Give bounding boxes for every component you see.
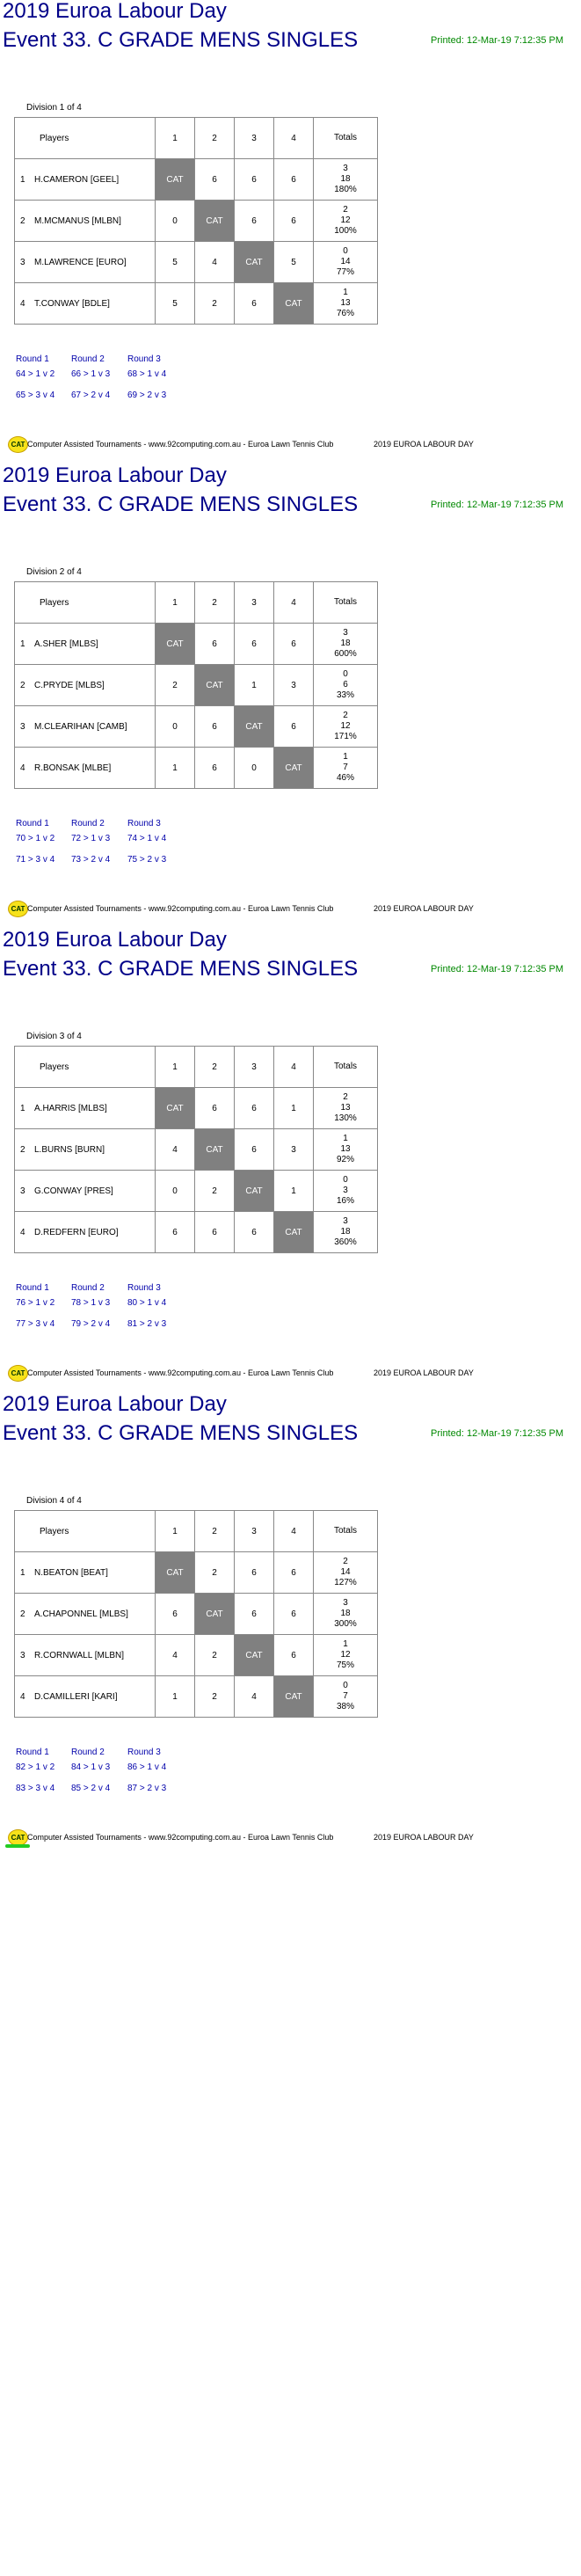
score-cell: 6: [195, 1088, 235, 1129]
cat-logo-icon: CAT: [8, 436, 28, 453]
grade-title: Event 33. C GRADE MENS SINGLES: [3, 1421, 359, 1445]
column-header: 2: [195, 582, 235, 624]
totals-value: 12: [340, 1650, 351, 1660]
player-name: M.CLEARIHAN [CAMB]: [34, 721, 127, 732]
totals-header: Totals: [314, 1511, 378, 1552]
totals-value: 38%: [336, 1702, 354, 1711]
division-page: [0, 464, 581, 929]
round-label: Round 3: [127, 1283, 161, 1293]
player-row: [15, 242, 378, 283]
printed-timestamp: Printed: 12-Mar-19 7:12:35 PM: [431, 1428, 564, 1439]
player-number: 1: [20, 639, 25, 649]
score-cell: 2: [195, 1552, 235, 1594]
self-cell: CAT: [156, 1088, 195, 1129]
score-cell: 6: [274, 706, 314, 748]
player-cell: [15, 1635, 156, 1676]
player-cell: [15, 1552, 156, 1594]
column-header: 3: [235, 582, 274, 624]
player-number: 3: [20, 1650, 25, 1660]
self-cell: CAT: [156, 159, 195, 201]
totals-value: 3: [343, 164, 348, 173]
score-cell: 4: [156, 1635, 195, 1676]
totals-value: 13: [340, 1103, 351, 1113]
results-grid: [14, 1046, 378, 1253]
round-label: Round 3: [127, 819, 161, 828]
score-cell: 6: [274, 201, 314, 242]
score-cell: 2: [195, 1635, 235, 1676]
totals-value: 100%: [334, 226, 357, 236]
score-cell: 1: [156, 1676, 195, 1718]
totals-value: 300%: [334, 1619, 357, 1629]
totals-value: 0: [343, 669, 348, 679]
self-cell: CAT: [235, 1635, 274, 1676]
score-cell: 6: [235, 159, 274, 201]
player-number: 1: [20, 1103, 25, 1113]
score-cell: 6: [195, 1212, 235, 1253]
self-cell: CAT: [274, 1212, 314, 1253]
round-match: 72 > 1 v 3: [71, 834, 111, 843]
score-cell: 0: [156, 201, 195, 242]
grid-header-row: [15, 1511, 378, 1552]
round-match: 66 > 1 v 3: [71, 369, 111, 379]
player-number: 1: [20, 174, 25, 185]
footer-credit: Computer Assisted Tournaments - www.92computing.com.au - Euroa Lawn Tennis Club: [27, 904, 334, 913]
player-row: [15, 1088, 378, 1129]
player-row: [15, 159, 378, 201]
player-name: A.CHAPONNEL [MLBS]: [34, 1609, 128, 1619]
score-cell: 1: [235, 665, 274, 706]
totals-value: 92%: [336, 1155, 354, 1164]
totals-value: 360%: [334, 1237, 357, 1247]
self-cell: CAT: [156, 1552, 195, 1594]
totals-cell: [314, 1552, 378, 1594]
score-cell: 0: [235, 748, 274, 789]
score-cell: 6: [195, 748, 235, 789]
players-header: Players: [15, 1511, 156, 1552]
player-cell: [15, 1212, 156, 1253]
grid-header-row: [15, 118, 378, 159]
round-label: Round 1: [16, 1283, 49, 1293]
score-cell: 5: [274, 242, 314, 283]
player-cell: [15, 624, 156, 665]
round-match: 76 > 1 v 2: [16, 1298, 55, 1308]
player-cell: [15, 242, 156, 283]
score-cell: 6: [156, 1212, 195, 1253]
player-row: [15, 1212, 378, 1253]
division-label: Division 4 of 4: [26, 1496, 82, 1506]
round-match: 87 > 2 v 3: [127, 1784, 167, 1793]
player-cell: [15, 748, 156, 789]
column-header: 4: [274, 582, 314, 624]
round-match: 81 > 2 v 3: [127, 1319, 167, 1329]
round-match: 85 > 2 v 4: [71, 1784, 111, 1793]
round-label: Round 1: [16, 1748, 49, 1757]
score-cell: 6: [274, 624, 314, 665]
player-cell: [15, 201, 156, 242]
player-name: A.HARRIS [MLBS]: [34, 1103, 107, 1113]
score-cell: 4: [235, 1676, 274, 1718]
page-footer: [0, 1829, 581, 1850]
totals-header: Totals: [314, 118, 378, 159]
totals-cell: [314, 201, 378, 242]
player-cell: [15, 665, 156, 706]
player-cell: [15, 283, 156, 325]
self-cell: CAT: [156, 624, 195, 665]
column-header: 3: [235, 1511, 274, 1552]
column-header: 1: [156, 1511, 195, 1552]
totals-value: 33%: [336, 690, 354, 700]
totals-value: 14: [340, 1567, 351, 1577]
player-number: 3: [20, 721, 25, 732]
totals-value: 171%: [334, 732, 357, 741]
player-number: 4: [20, 298, 25, 309]
players-header: Players: [15, 118, 156, 159]
player-row: [15, 706, 378, 748]
round-label: Round 1: [16, 819, 49, 828]
footer-event-name: 2019 EUROA LABOUR DAY: [374, 1833, 474, 1842]
player-row: [15, 1676, 378, 1718]
player-name: D.CAMILLERI [KARI]: [34, 1691, 118, 1702]
printed-timestamp: Printed: 12-Mar-19 7:12:35 PM: [431, 35, 564, 46]
score-cell: 6: [274, 1552, 314, 1594]
score-cell: 6: [195, 706, 235, 748]
player-row: [15, 1635, 378, 1676]
totals-cell: [314, 242, 378, 283]
player-row: [15, 201, 378, 242]
column-header: 2: [195, 1047, 235, 1088]
totals-value: 6: [343, 680, 348, 690]
score-cell: 2: [195, 1676, 235, 1718]
score-cell: 2: [195, 283, 235, 325]
totals-value: 14: [340, 257, 351, 266]
score-cell: 3: [274, 665, 314, 706]
score-cell: 6: [195, 159, 235, 201]
player-number: 3: [20, 1186, 25, 1196]
round-match: 77 > 3 v 4: [16, 1319, 55, 1329]
round-label: Round 3: [127, 354, 161, 364]
totals-cell: [314, 1676, 378, 1718]
totals-value: 75%: [336, 1660, 354, 1670]
round-label: Round 2: [71, 354, 105, 364]
round-match: 70 > 1 v 2: [16, 834, 55, 843]
totals-value: 12: [340, 215, 351, 225]
score-cell: 6: [235, 1552, 274, 1594]
score-cell: 2: [156, 665, 195, 706]
round-match: 64 > 1 v 2: [16, 369, 55, 379]
self-cell: CAT: [235, 706, 274, 748]
column-header: 4: [274, 1047, 314, 1088]
player-row: [15, 1594, 378, 1635]
score-cell: 6: [156, 1594, 195, 1635]
totals-value: 1: [343, 752, 348, 762]
score-cell: 1: [156, 748, 195, 789]
player-cell: [15, 159, 156, 201]
player-name: R.CORNWALL [MLBN]: [34, 1650, 125, 1660]
grade-title: Event 33. C GRADE MENS SINGLES: [3, 957, 359, 981]
page-footer: [0, 1365, 581, 1386]
totals-value: 3: [343, 1186, 348, 1195]
totals-value: 2: [343, 1557, 348, 1566]
grid-header-row: [15, 1047, 378, 1088]
footer-event-name: 2019 EUROA LABOUR DAY: [374, 440, 474, 449]
totals-cell: [314, 1088, 378, 1129]
player-row: [15, 748, 378, 789]
self-cell: CAT: [195, 1594, 235, 1635]
totals-value: 0: [343, 246, 348, 256]
round-match: 65 > 3 v 4: [16, 390, 55, 400]
score-cell: 2: [195, 1171, 235, 1212]
score-cell: 6: [235, 1088, 274, 1129]
round-match: 67 > 2 v 4: [71, 390, 111, 400]
division-page: [0, 0, 581, 464]
event-title: 2019 Euroa Labour Day: [3, 928, 227, 952]
round-match: 80 > 1 v 4: [127, 1298, 167, 1308]
player-number: 1: [20, 1567, 25, 1578]
totals-value: 13: [340, 1144, 351, 1154]
division-label: Division 1 of 4: [26, 103, 82, 113]
cat-logo-icon: CAT: [8, 1365, 28, 1382]
totals-cell: [314, 1212, 378, 1253]
player-name: C.PRYDE [MLBS]: [34, 680, 105, 690]
score-cell: 6: [235, 1129, 274, 1171]
totals-value: 2: [343, 205, 348, 215]
round-label: Round 1: [16, 354, 49, 364]
totals-value: 12: [340, 721, 351, 731]
column-header: 3: [235, 1047, 274, 1088]
player-number: 2: [20, 680, 25, 690]
column-header: 3: [235, 118, 274, 159]
totals-value: 180%: [334, 185, 357, 194]
grid-header-row: [15, 582, 378, 624]
score-cell: 0: [156, 1171, 195, 1212]
score-cell: 6: [235, 283, 274, 325]
totals-value: 127%: [334, 1578, 357, 1587]
round-match: 83 > 3 v 4: [16, 1784, 55, 1793]
score-cell: 6: [235, 624, 274, 665]
totals-value: 1: [343, 1639, 348, 1649]
totals-value: 7: [343, 763, 348, 772]
player-cell: [15, 706, 156, 748]
round-match: 86 > 1 v 4: [127, 1762, 167, 1772]
totals-cell: [314, 706, 378, 748]
totals-value: 18: [340, 1227, 351, 1237]
column-header: 2: [195, 118, 235, 159]
round-match: 68 > 1 v 4: [127, 369, 167, 379]
score-cell: 6: [235, 201, 274, 242]
score-cell: 1: [274, 1088, 314, 1129]
player-number: 4: [20, 1227, 25, 1237]
totals-value: 3: [343, 1216, 348, 1226]
score-cell: 6: [235, 1212, 274, 1253]
column-header: 1: [156, 582, 195, 624]
division-page: [0, 929, 581, 1393]
totals-cell: [314, 1635, 378, 1676]
totals-cell: [314, 1171, 378, 1212]
score-cell: 4: [156, 1129, 195, 1171]
page-footer: [0, 901, 581, 922]
player-cell: [15, 1129, 156, 1171]
score-cell: 5: [156, 283, 195, 325]
totals-value: 76%: [336, 309, 354, 318]
footer-event-name: 2019 EUROA LABOUR DAY: [374, 904, 474, 913]
totals-cell: [314, 1129, 378, 1171]
grade-title: Event 33. C GRADE MENS SINGLES: [3, 28, 359, 52]
totals-value: 3: [343, 1598, 348, 1608]
totals-header: Totals: [314, 582, 378, 624]
player-name: G.CONWAY [PRES]: [34, 1186, 113, 1196]
player-name: M.LAWRENCE [EURO]: [34, 257, 127, 267]
totals-cell: [314, 665, 378, 706]
results-grid: [14, 117, 378, 325]
division-label: Division 3 of 4: [26, 1032, 82, 1041]
self-cell: CAT: [274, 283, 314, 325]
totals-cell: [314, 283, 378, 325]
player-name: A.SHER [MLBS]: [34, 639, 98, 649]
totals-value: 1: [343, 288, 348, 297]
player-number: 2: [20, 215, 25, 226]
totals-value: 600%: [334, 649, 357, 659]
totals-value: 0: [343, 1681, 348, 1690]
round-label: Round 2: [71, 819, 105, 828]
totals-value: 0: [343, 1175, 348, 1185]
round-label: Round 2: [71, 1748, 105, 1757]
player-name: D.REDFERN [EURO]: [34, 1227, 119, 1237]
column-header: 4: [274, 1511, 314, 1552]
totals-value: 18: [340, 1609, 351, 1618]
round-label: Round 3: [127, 1748, 161, 1757]
totals-value: 16%: [336, 1196, 354, 1206]
totals-value: 3: [343, 628, 348, 638]
round-match: 79 > 2 v 4: [71, 1319, 111, 1329]
event-title: 2019 Euroa Labour Day: [3, 1392, 227, 1416]
totals-cell: [314, 624, 378, 665]
totals-value: 2: [343, 1092, 348, 1102]
player-cell: [15, 1171, 156, 1212]
event-title: 2019 Euroa Labour Day: [3, 0, 227, 23]
round-match: 75 > 2 v 3: [127, 855, 167, 865]
players-header: Players: [15, 582, 156, 624]
grade-title: Event 33. C GRADE MENS SINGLES: [3, 493, 359, 516]
column-header: 4: [274, 118, 314, 159]
logo-underline: [5, 1844, 30, 1848]
division-label: Division 2 of 4: [26, 567, 82, 577]
event-title: 2019 Euroa Labour Day: [3, 463, 227, 487]
player-row: [15, 1171, 378, 1212]
results-grid: [14, 1510, 378, 1718]
player-number: 2: [20, 1609, 25, 1619]
totals-cell: [314, 1594, 378, 1635]
totals-value: 18: [340, 174, 351, 184]
page-footer: [0, 436, 581, 457]
player-row: [15, 665, 378, 706]
totals-value: 130%: [334, 1113, 357, 1123]
players-header: Players: [15, 1047, 156, 1088]
score-cell: 6: [274, 1594, 314, 1635]
player-name: R.BONSAK [MLBE]: [34, 763, 112, 773]
player-name: N.BEATON [BEAT]: [34, 1567, 108, 1578]
self-cell: CAT: [195, 665, 235, 706]
totals-header: Totals: [314, 1047, 378, 1088]
round-match: 78 > 1 v 3: [71, 1298, 111, 1308]
round-match: 74 > 1 v 4: [127, 834, 167, 843]
footer-credit: Computer Assisted Tournaments - www.92computing.com.au - Euroa Lawn Tennis Club: [27, 1833, 334, 1842]
self-cell: CAT: [195, 1129, 235, 1171]
column-header: 2: [195, 1511, 235, 1552]
round-match: 71 > 3 v 4: [16, 855, 55, 865]
score-cell: 4: [195, 242, 235, 283]
division-page: [0, 1393, 581, 1857]
footer-credit: Computer Assisted Tournaments - www.92computing.com.au - Euroa Lawn Tennis Club: [27, 440, 334, 449]
player-number: 3: [20, 257, 25, 267]
self-cell: CAT: [235, 1171, 274, 1212]
totals-cell: [314, 748, 378, 789]
player-number: 4: [20, 1691, 25, 1702]
round-match: 84 > 1 v 3: [71, 1762, 111, 1772]
self-cell: CAT: [274, 1676, 314, 1718]
score-cell: 3: [274, 1129, 314, 1171]
printed-timestamp: Printed: 12-Mar-19 7:12:35 PM: [431, 964, 564, 974]
player-name: L.BURNS [BURN]: [34, 1144, 105, 1155]
printed-timestamp: Printed: 12-Mar-19 7:12:35 PM: [431, 500, 564, 510]
player-number: 2: [20, 1144, 25, 1155]
totals-value: 46%: [336, 773, 354, 783]
self-cell: CAT: [235, 242, 274, 283]
player-row: [15, 624, 378, 665]
totals-value: 2: [343, 711, 348, 720]
cat-logo-icon: CAT: [8, 901, 28, 917]
self-cell: CAT: [274, 748, 314, 789]
round-label: Round 2: [71, 1283, 105, 1293]
column-header: 1: [156, 118, 195, 159]
player-row: [15, 283, 378, 325]
totals-value: 13: [340, 298, 351, 308]
player-row: [15, 1129, 378, 1171]
score-cell: 6: [274, 1635, 314, 1676]
player-cell: [15, 1088, 156, 1129]
score-cell: 5: [156, 242, 195, 283]
totals-value: 7: [343, 1691, 348, 1701]
score-cell: 6: [195, 624, 235, 665]
player-cell: [15, 1676, 156, 1718]
column-header: 1: [156, 1047, 195, 1088]
player-number: 4: [20, 763, 25, 773]
round-match: 73 > 2 v 4: [71, 855, 111, 865]
round-match: 69 > 2 v 3: [127, 390, 167, 400]
footer-event-name: 2019 EUROA LABOUR DAY: [374, 1368, 474, 1377]
score-cell: 1: [274, 1171, 314, 1212]
self-cell: CAT: [195, 201, 235, 242]
player-cell: [15, 1594, 156, 1635]
footer-credit: Computer Assisted Tournaments - www.92computing.com.au - Euroa Lawn Tennis Club: [27, 1368, 334, 1377]
player-name: M.MCMANUS [MLBN]: [34, 215, 121, 226]
player-name: H.CAMERON [GEEL]: [34, 174, 120, 185]
player-row: [15, 1552, 378, 1594]
results-grid: [14, 581, 378, 789]
totals-value: 1: [343, 1134, 348, 1143]
totals-value: 77%: [336, 267, 354, 277]
score-cell: 6: [235, 1594, 274, 1635]
totals-cell: [314, 159, 378, 201]
cat-logo-icon: CAT: [8, 1829, 28, 1846]
score-cell: 6: [274, 159, 314, 201]
player-name: T.CONWAY [BDLE]: [34, 298, 110, 309]
score-cell: 0: [156, 706, 195, 748]
totals-value: 18: [340, 639, 351, 648]
round-match: 82 > 1 v 2: [16, 1762, 55, 1772]
